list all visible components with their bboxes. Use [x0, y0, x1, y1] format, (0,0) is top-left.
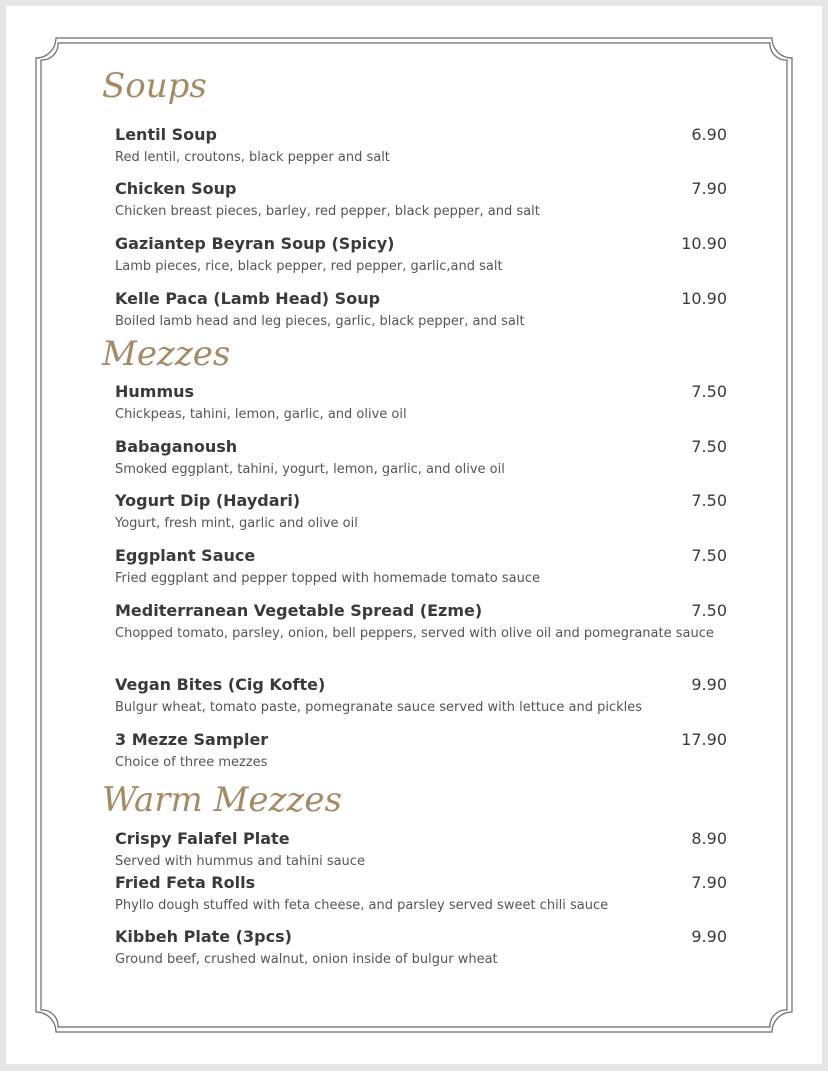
item-name: Babaganoush: [115, 437, 238, 456]
item-price: 9.90: [691, 927, 727, 946]
item-price: 7.50: [691, 437, 727, 456]
item-price: 8.90: [691, 829, 727, 848]
item-name: Vegan Bites (Cig Kofte): [115, 675, 326, 694]
item-price: 7.50: [691, 491, 727, 510]
item-price: 7.50: [691, 546, 727, 565]
item-name: 3 Mezze Sampler: [115, 730, 269, 749]
item-name: Crispy Falafel Plate: [115, 829, 290, 848]
item-name: Kelle Paca (Lamb Head) Soup: [115, 289, 381, 308]
item-description: Lamb pieces, rice, black pepper, red pepper, garlic,and salt: [115, 259, 503, 274]
menu-page: [6, 6, 822, 1064]
item-description: Chickpeas, tahini, lemon, garlic, and olive oil: [115, 407, 407, 422]
item-name: Hummus: [115, 382, 195, 401]
item-description: Phyllo dough stuffed with feta cheese, and parsley served sweet chili sauce: [115, 898, 609, 913]
item-description: Ground beef, crushed walnut, onion inside of bulgur wheat: [115, 952, 498, 967]
item-name: Fried Feta Rolls: [115, 873, 256, 892]
item-name: Lentil Soup: [115, 125, 217, 144]
item-description: Fried eggplant and pepper topped with homemade tomato sauce: [115, 571, 540, 586]
item-description: Smoked eggplant, tahini, yogurt, lemon, garlic, and olive oil: [115, 462, 505, 477]
item-price: 17.90: [681, 730, 727, 749]
item-description: Yogurt, fresh mint, garlic and olive oil: [115, 516, 358, 531]
item-name: Gaziantep Beyran Soup (Spicy): [115, 234, 395, 253]
item-price: 7.90: [691, 179, 727, 198]
item-price: 7.50: [691, 601, 727, 620]
item-price: 6.90: [691, 125, 727, 144]
item-name: Chicken Soup: [115, 179, 237, 198]
item-description: Served with hummus and tahini sauce: [115, 854, 365, 869]
section-title-warm-mezzes: Warm Mezzes: [102, 780, 342, 820]
item-description: Bulgur wheat, tomato paste, pomegranate sauce served with lettuce and pickles: [115, 700, 643, 715]
item-name: Mediterranean Vegetable Spread (Ezme): [115, 601, 483, 620]
item-description: Boiled lamb head and leg pieces, garlic, black pepper, and salt: [115, 314, 525, 329]
item-name: Eggplant Sauce: [115, 546, 256, 565]
item-price: 10.90: [681, 234, 727, 253]
item-description: Choice of three mezzes: [115, 755, 268, 770]
item-name: Kibbeh Plate (3pcs): [115, 927, 292, 946]
item-price: 7.50: [691, 382, 727, 401]
item-description: Red lentil, croutons, black pepper and salt: [115, 150, 390, 165]
item-price: 9.90: [691, 675, 727, 694]
item-description: Chopped tomato, parsley, onion, bell peppers, served with olive oil and pomegranate sauce: [115, 626, 714, 641]
section-title-mezzes: Mezzes: [102, 334, 231, 374]
item-description: Chicken breast pieces, barley, red pepper, black pepper, and salt: [115, 204, 540, 219]
item-price: 7.90: [691, 873, 727, 892]
section-title-soups: Soups: [102, 66, 207, 106]
item-price: 10.90: [681, 289, 727, 308]
item-name: Yogurt Dip (Haydari): [115, 491, 301, 510]
